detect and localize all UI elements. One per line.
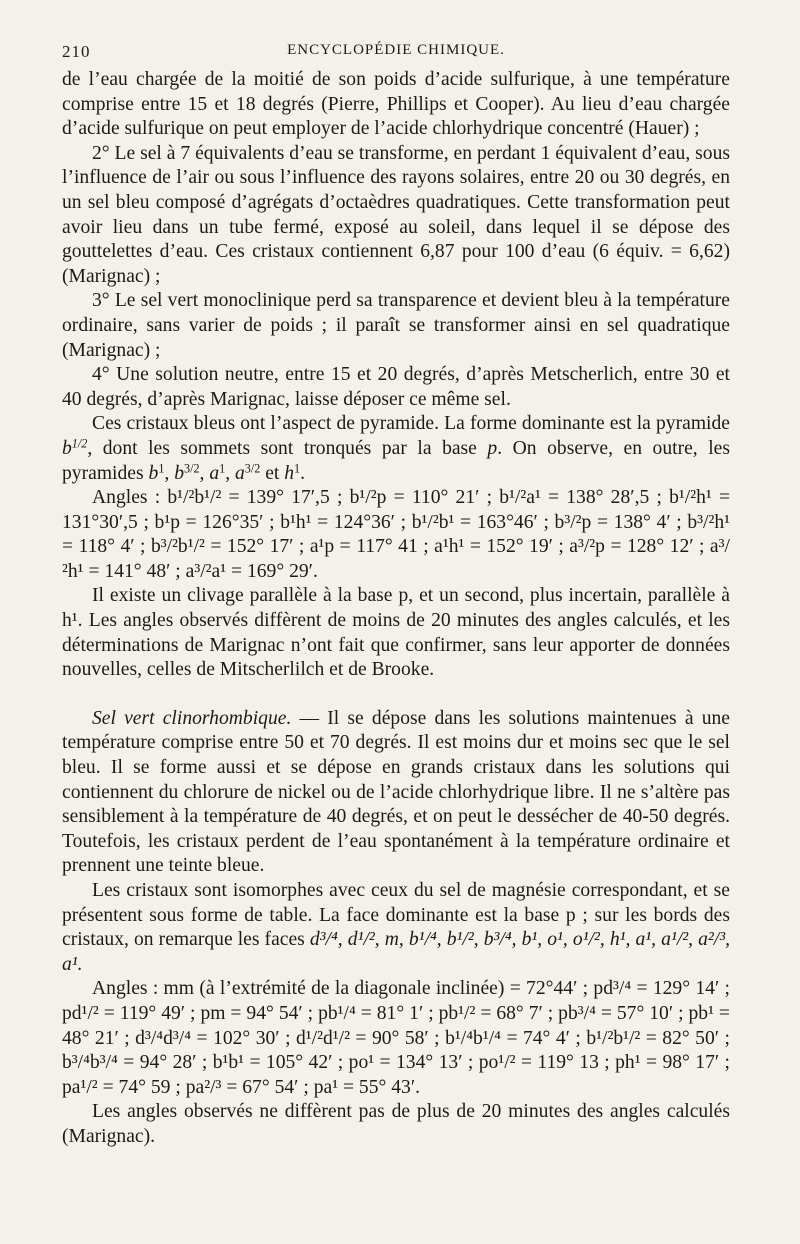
paragraph-5-part-c: . On observe, en outre, les pyramides [62, 437, 730, 484]
angle-value: a¹p = 117° 41 [309, 536, 418, 558]
angles-list-2 [62, 977, 730, 1100]
angle-value: b¹/²b¹/² = 82° 50′ [586, 1027, 720, 1049]
angle-value: d¹/²d¹/² = 90° 58′ [295, 1027, 429, 1049]
running-title: ENCYCLOPÉDIE CHIMIQUE. [287, 42, 505, 58]
page-header [62, 38, 730, 68]
paragraph-1: de l’eau chargée de la moitié de son poids d’acide sulfurique, à une température comprise entre 15 et 18 degrés (Pierre, Phillips et Cooper). Au lieu d’eau chargée d’acide sulfurique on peut employer de l’acide chlorhydrique concentré (Hauer) ; [62, 69, 730, 140]
paragraph-8 [62, 879, 730, 977]
angle-value: b¹/²a¹ = 138° 28′,5 [499, 487, 650, 509]
angle-value: ph¹ = 98° 17′ [615, 1052, 720, 1074]
paragraph-9: Les angles observés ne diffèrent pas de plus de 20 minutes des angles calculés (Marignac). [62, 1101, 730, 1147]
angle-value: b¹/²b¹ = 163°46′ [411, 511, 538, 533]
angle-value: a³/²a¹ = 169° 29′. [185, 560, 318, 582]
angle-value: a³/²h¹ = 141° 48′ [62, 536, 730, 582]
angle-value: pd³/⁴ = 129° 14′ [593, 978, 720, 1000]
paragraph-3: 3° Le sel vert monoclinique perd sa transparence et devient bleu à la température ordinaire, sans varier de poids ; il paraît se transformer ainsi en sel quadratique (Marignac) ; [62, 290, 730, 361]
angle-value: a¹h¹ = 152° 19′ [434, 536, 553, 558]
angles-2-items: 72°44′ ; pd³/⁴ = 129° 14′ ; pd¹/² = 119° 49′ ; pm = 94° 54′ ; pb¹/⁴ = 81° 1′ ; pb¹/² = 68° 7′ ; pb³/⁴ = 57° 10′ ; pb¹ = 48° 21′ ; d³/⁴d³/⁴ = 102° 30′ ; d¹/²d¹/² = 90° 58′ ; b¹/⁴b¹/⁴ = 74° 4′ ; b¹/²b¹/² = 82° 50′ ; b³/⁴b³/⁴ = 94° 28′ ; b¹b¹ = 105° 42′ ; po¹ = 134° 13′ ; po¹/² = 119° 13 ; ph¹ = 98° 17′ ; pa¹/² = 74° 59 ; pa²/³ = 67° 54′ ; pa¹ = 55° 43′. [62, 978, 730, 1098]
crystal-faces: d³/⁴, d¹/², m, b¹/⁴, b¹/², b³/⁴, b¹, o¹, o¹/², h¹, a¹, a¹/², a²/³, a¹. [62, 929, 730, 975]
angles-1-items: b¹/²b¹/² = 139° 17′,5 ; b¹/²p = 110° 21′ ; b¹/²a¹ = 138° 28′,5 ; b¹/²h¹ = 131°30′,5 ; b¹p = 126°35′ ; b¹h¹ = 124°36′ ; b¹/²b¹ = 163°46′ ; b³/²p = 138° 4′ ; b³/²h¹ = 118° 4′ ; b³/²b¹/² = 152° 17′ ; a¹p = 117° 41 ; a¹h¹ = 152° 19′ ; a³/²p = 128° 12′ ; a³/²h¹ = 141° 48′ ; a³/²a¹ = 169° 29′. [62, 487, 731, 582]
body-text [62, 68, 730, 1150]
angles-1-lead: Angles : [92, 487, 168, 509]
angle-value: b¹/²p = 110° 21′ [349, 487, 480, 509]
paragraph-5-part-b: , dont les sommets sont tronqués par la base [87, 437, 488, 459]
angle-value: pa¹ = 55° 43′. [313, 1076, 421, 1098]
paragraph-6: Il existe un clivage parallèle à la base p, et un second, plus incertain, parallèle à h¹. Les angles observés diffèrent de moins de 20 minutes des angles calculés, et les déterminations de Marignac n’ont fait que confirmer, sans leur apporter de données nouvelles, celles de Mitscherlilch et de Brooke. [62, 585, 730, 681]
angle-value: pb¹/² = 68° 7′ [438, 1002, 543, 1024]
angle-value: b¹/²b¹/² = 139° 17′,5 [167, 487, 330, 509]
angle-value: pa¹/² = 74° 59 [62, 1076, 171, 1098]
angle-value: pb³/⁴ = 57° 10′ [558, 1002, 674, 1024]
paragraph-5: Ces cristaux bleus ont l’aspect de pyramide. La forme dominante est la pyramide $b^{1/2}$, dont les sommets sont tronqués par la base p. On observe, en outre, les pyramides $b^1$, $b^{3/2}$, $a^1$, $a^{3/2}$ et $h^1$. [62, 413, 730, 484]
paragraph-8-text: Les cristaux sont isomorphes avec ceux du sel de magnésie correspondant, et se présentent sous forme de table. La face dominante est la base p ; sur les bords des cristaux, on remarque les faces [62, 880, 730, 951]
angle-value: b³/²h¹ = 118° 4′ [62, 511, 731, 558]
angle-value: b¹h¹ = 124°36′ [280, 511, 395, 533]
angle-value: po¹/² = 119° 13 [478, 1052, 599, 1074]
angles-list-1 [62, 486, 730, 584]
angle-value: a³/²p = 128° 12′ [569, 536, 694, 558]
angle-value: pb¹/⁴ = 81° 1′ [318, 1002, 424, 1024]
angle-value: b³/²p = 138° 4′ [554, 511, 671, 533]
angle-value: b³/²b¹/² = 152° 17′ [150, 536, 294, 558]
section-title-sel-vert: Sel vert clinorhombique. [92, 707, 292, 729]
angle-value: b¹/²h¹ = 131°30′,5 [62, 487, 731, 533]
angle-value: pa²/³ = 67° 54′ [185, 1076, 299, 1098]
paragraph-7 [62, 707, 730, 879]
angle-value: d³/⁴d³/⁴ = 102° 30′ [135, 1027, 280, 1049]
angle-value: b³/⁴b³/⁴ = 94° 28′ [62, 1052, 197, 1074]
angle-value: b¹b¹ = 105° 42′ [212, 1052, 333, 1074]
angle-value: 72°44′ [526, 978, 578, 1000]
paragraph-5-part-a: Ces cristaux bleus ont l’aspect de pyramide. La forme dominante est la pyramide [92, 413, 730, 435]
page-number: 210 [62, 42, 91, 61]
paragraph-7-text: — Il se dépose dans les solutions maintenues à une température comprise entre 50 et 70 degrés. Il est moins dur et moins sec que le sel bleu. Il se forme aussi et se dépose en grands cristaux dans les solutions qui contiennent du chlorure de nickel ou de l’acide chlorhydrique libre. Il ne s’altère pas sensiblement à la température de 40 degrés, et on peut le dessécher de 40-50 degrés. Toutefois, les cristaux perdent de l’eau spontanément à la température ordinaire et prennent une teinte bleue. [62, 707, 730, 877]
angle-value: b¹p = 126°35′ [154, 511, 264, 533]
paragraph-4: 4° Une solution neutre, entre 15 et 20 degrés, d’après Metscherlich, entre 30 et 40 degrés, d’après Marignac, laisse déposer ce même sel. [62, 364, 730, 410]
angle-value: pm = 94° 54′ [200, 1002, 303, 1024]
angles-2-lead: Angles : mm (à l’extrémité de la diagonale inclinée) = [92, 978, 527, 1000]
angle-value: po¹ = 134° 13′ [348, 1052, 463, 1074]
angle-value: pd¹/² = 119° 49′ [62, 1002, 186, 1024]
paragraph-2: 2° Le sel à 7 équivalents d’eau se transforme, en perdant 1 équivalent d’eau, sous l’influence de l’air ou sous l’influence des rayons solaires, entre 20 ou 30 degrés, en un sel bleu composé d’agrégats d’octaèdres quadratiques. Cette transformation peut avoir lieu dans un tube fermé, exposé au soleil, dans lequel il se dépose des gouttelettes d’eau. Ces cristaux contiennent 6,87 pour 100 d’eau (6 équiv. = 6,62) (Marignac) ; [62, 142, 730, 287]
angle-value: pb¹ = 48° 21′ [62, 1002, 730, 1049]
angle-value: b¹/⁴b¹/⁴ = 74° 4′ [445, 1027, 570, 1049]
